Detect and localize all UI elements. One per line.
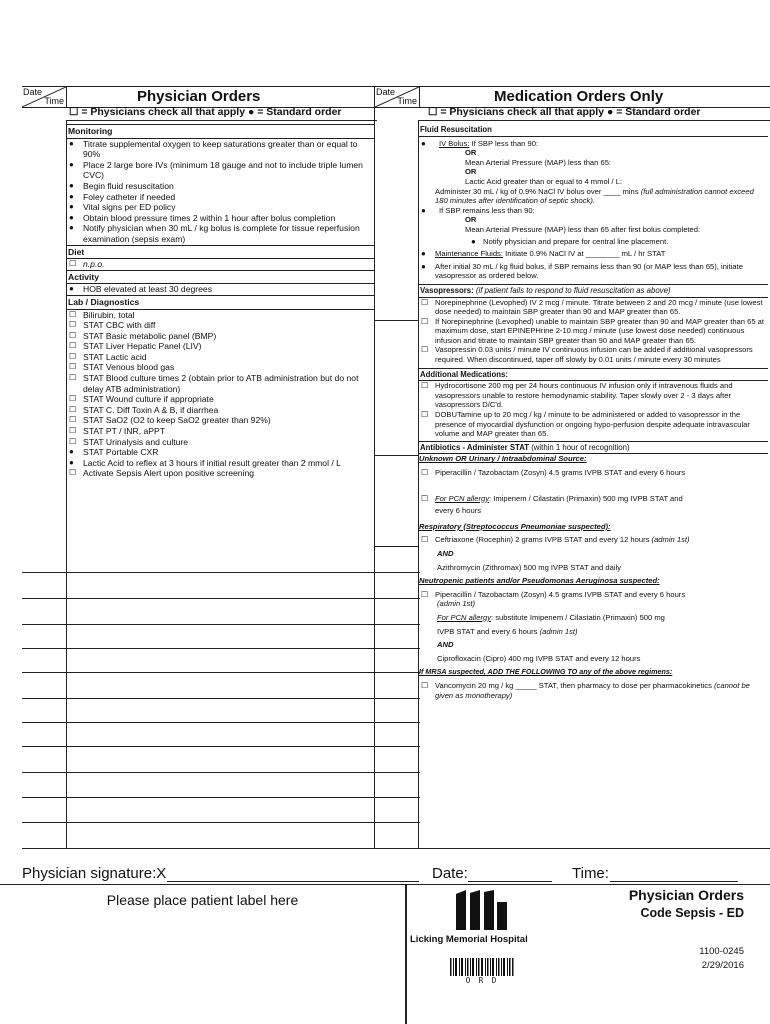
order-text: STAT Wound culture if appropriate bbox=[83, 394, 214, 405]
order-item[interactable] bbox=[419, 317, 768, 346]
right-subheader: ☐ = Physicians check all that apply ● = Standard order bbox=[418, 106, 770, 121]
order-item[interactable] bbox=[419, 535, 768, 545]
administer-line: Administer 30 mL / kg of 0.9% NaCl IV bolus over ____ mins bbox=[435, 186, 639, 196]
barcode-text: O R D bbox=[465, 976, 499, 985]
date-field[interactable] bbox=[468, 881, 552, 882]
order-item[interactable] bbox=[419, 381, 768, 410]
checkbox-icon[interactable]: ☐ bbox=[69, 341, 77, 351]
maintenance-order[interactable] bbox=[419, 249, 768, 259]
diet-heading: Diet bbox=[67, 245, 374, 260]
admin-first-note: (admin 1st) bbox=[539, 626, 578, 636]
vasopressors-title: Vasopressors: bbox=[420, 285, 474, 295]
blank-order-line[interactable] bbox=[22, 698, 420, 699]
blank-order-line[interactable] bbox=[22, 722, 420, 723]
checkbox-icon[interactable]: ☐ bbox=[69, 426, 77, 436]
checkbox-icon[interactable]: ☐ bbox=[421, 680, 429, 690]
order-item[interactable] bbox=[419, 468, 768, 478]
pcn-allergy-label: For PCN allergy bbox=[437, 612, 492, 622]
order-text: STAT Portable CXR bbox=[83, 447, 159, 458]
order-item[interactable] bbox=[67, 362, 374, 373]
left-header bbox=[22, 86, 374, 108]
left-subheader: ☐ = Physicians check all that apply ● = Standard order bbox=[66, 106, 377, 121]
form-number: 1100-0245 bbox=[699, 946, 744, 957]
admin-first-note: (admin 1st) bbox=[651, 535, 690, 545]
vasopressors-heading bbox=[419, 284, 768, 298]
order-text: Place 2 large bore IVs (minimum 18 gauge and not to include triple lumen CVC) bbox=[83, 159, 363, 181]
order-item[interactable] bbox=[67, 394, 374, 405]
right-entry-line[interactable] bbox=[374, 455, 418, 456]
order-item[interactable] bbox=[67, 415, 374, 426]
hospital-name: Licking Memorial Hospital bbox=[410, 934, 528, 945]
order-item[interactable] bbox=[419, 494, 768, 504]
order-text: Titrate supplemental oxygen to keep saturations greater than or equal to 90% bbox=[83, 138, 358, 160]
order-item[interactable] bbox=[67, 352, 374, 363]
standard-order-icon: ● bbox=[69, 447, 74, 457]
or-text: OR bbox=[465, 148, 477, 158]
order-item[interactable] bbox=[67, 405, 374, 416]
time-field[interactable] bbox=[610, 881, 738, 882]
date-label: Date bbox=[376, 87, 396, 97]
blank-order-line[interactable] bbox=[22, 746, 420, 747]
vasopressors-note: (if patient fails to respond to fluid resuscitation as above) bbox=[475, 285, 671, 295]
document-subtitle: Code Sepsis - ED bbox=[640, 906, 744, 920]
standard-order-icon: ● bbox=[421, 261, 426, 271]
administer-text bbox=[419, 187, 768, 206]
order-text: Begin fluid resuscitation bbox=[83, 180, 174, 191]
checkbox-icon[interactable]: ☐ bbox=[69, 309, 77, 319]
order-item[interactable] bbox=[67, 284, 374, 295]
standard-order-icon: ● bbox=[421, 138, 426, 148]
blank-order-line[interactable] bbox=[22, 572, 420, 573]
maintenance-label: Maintenance Fluids: bbox=[435, 249, 503, 259]
checkbox-icon[interactable]: ☐ bbox=[69, 415, 77, 425]
checkbox-icon[interactable]: ☐ bbox=[421, 589, 429, 599]
order-item[interactable] bbox=[67, 160, 374, 181]
order-item[interactable] bbox=[67, 468, 374, 479]
standard-order-icon: ● bbox=[69, 159, 74, 169]
order-text: STAT Basic metabolic panel (BMP) bbox=[83, 330, 217, 341]
order-item[interactable] bbox=[67, 437, 374, 448]
order-text: STAT SaO2 (O2 to keep SaO2 greater than 92%) bbox=[83, 415, 271, 426]
order-item[interactable] bbox=[67, 202, 374, 213]
order-item[interactable] bbox=[67, 426, 374, 437]
signature-field[interactable] bbox=[167, 881, 419, 882]
checkbox-icon[interactable]: ☐ bbox=[69, 259, 77, 269]
respiratory-heading: Respiratory (Streptococcus Pneumoniae suspected): bbox=[419, 521, 611, 531]
page-title: Physician Orders bbox=[137, 88, 261, 105]
physician-orders-column bbox=[67, 124, 374, 479]
iv-bolus-order[interactable] bbox=[419, 139, 768, 149]
order-text: Piperacillin / Tazobactam (Zosyn) 4.5 grams IVPB STAT and every 6 hours bbox=[435, 589, 686, 599]
order-text: Lactic Acid to reflex at 3 hours if initial result greater than 2 mmol / L bbox=[83, 457, 341, 468]
checkbox-icon[interactable]: ☐ bbox=[421, 345, 429, 355]
blank-order-line[interactable] bbox=[22, 772, 420, 773]
footer-vertical-divider bbox=[405, 884, 407, 1024]
order-item[interactable] bbox=[67, 331, 374, 342]
standard-order-icon: ● bbox=[69, 284, 74, 294]
or-text: OR bbox=[465, 167, 477, 177]
order-item[interactable] bbox=[67, 192, 374, 203]
order-text: : substitute Imipenem / Cilastatin (Primaxin) 500 mg bbox=[491, 612, 665, 622]
antibiotics-heading bbox=[419, 441, 768, 455]
order-text: STAT CBC with diff bbox=[83, 320, 156, 331]
checkbox-icon[interactable]: ☐ bbox=[69, 362, 77, 372]
mrsa-heading: If MRSA suspected, ADD THE FOLLOWING TO any of the above regimens: bbox=[419, 667, 673, 677]
order-text: Notify physician when 30 mL / kg bolus is complete for tissue reperfusion examination (sepsis exam) bbox=[83, 223, 360, 244]
fluid-heading: Fluid Resuscitation bbox=[419, 124, 768, 137]
order-text: Vital signs per ED policy bbox=[83, 202, 176, 213]
checkbox-icon[interactable]: ☐ bbox=[421, 535, 429, 545]
hospital-logo bbox=[452, 888, 510, 932]
checkbox-icon[interactable]: ☐ bbox=[69, 436, 77, 446]
order-text: DOBUTamine up to 20 mcg / kg / minute to be administered or added to vasopressor in the presence of myocardial dysfunction or ongoing hypo-perfusion despite adequate intravascular volume and MAP greater than 65. bbox=[435, 410, 750, 439]
order-text: STAT Blood culture times 2 (obtain prior to ATB administration but do not delay ATB administration) bbox=[83, 373, 359, 394]
order-item[interactable] bbox=[67, 259, 374, 270]
order-text: If Norepinephrine (Levophed) unable to maintain SBP greater than 90 and MAP greater than 65 at maximum dose, start EPINEPHrine 2-10 mcg / minute (use lowest dose needed) continuous infusion and titrate to maintain SBP greater than 90 and MAP greater than 65. bbox=[435, 316, 765, 345]
order-text: Piperacillin / Tazobactam (Zosyn) 4.5 grams IVPB STAT and every 6 hours bbox=[435, 468, 686, 477]
medication-orders-column bbox=[419, 124, 768, 700]
order-item[interactable] bbox=[67, 373, 374, 394]
blank-order-line[interactable] bbox=[22, 598, 420, 599]
time-label: Time bbox=[44, 96, 64, 106]
checkbox-icon[interactable]: ☐ bbox=[69, 330, 77, 340]
order-text: STAT Urinalysis and culture bbox=[83, 436, 189, 447]
right-entry-line[interactable] bbox=[374, 546, 418, 547]
blank-order-line[interactable] bbox=[22, 822, 420, 823]
order-text: STAT Venous blood gas bbox=[83, 362, 175, 373]
order-text: every 6 hours bbox=[435, 506, 482, 516]
checkbox-icon[interactable]: ☐ bbox=[421, 316, 429, 326]
map-text: Mean Arterial Pressure (MAP) less than 65: bbox=[465, 157, 612, 167]
blank-order-line[interactable] bbox=[22, 672, 420, 673]
checkbox-icon[interactable]: ☐ bbox=[421, 297, 429, 307]
order-text: Ceftriaxone (Rocephin) 2 grams IVPB STAT and every 12 hours bbox=[435, 535, 650, 545]
notify-text: Notify physician and prepare for central line placement. bbox=[483, 236, 669, 246]
notify-order[interactable] bbox=[469, 237, 768, 247]
form-date: 2/29/2016 bbox=[701, 960, 744, 971]
checkbox-icon[interactable]: ☐ bbox=[69, 351, 77, 361]
order-text: Bilirubin, total bbox=[83, 309, 135, 320]
antibiotics-note: (within 1 hour of recognition) bbox=[531, 442, 630, 452]
order-text: Ciprofloxacin (Cipro) 400 mg IVPB STAT and every 12 hours bbox=[437, 653, 641, 663]
activity-heading: Activity bbox=[67, 270, 374, 285]
order-text: Activate Sepsis Alert upon positive screening bbox=[83, 468, 255, 479]
sbp-order[interactable] bbox=[419, 206, 768, 216]
map-after-text: Mean Arterial Pressure (MAP) less than 65 after first bolus completed: bbox=[465, 224, 701, 234]
or-text: OR bbox=[465, 215, 477, 225]
monitoring-list bbox=[67, 139, 374, 245]
antibiotics-title: Antibiotics - Administer STAT bbox=[420, 442, 530, 452]
order-text: Obtain blood pressure times 2 within 1 hour after bolus completion bbox=[83, 212, 336, 223]
order-item[interactable] bbox=[67, 310, 374, 321]
unknown-source-heading: Unknown OR Urinary / Intraabdominal Source: bbox=[419, 454, 587, 464]
lab-list bbox=[67, 310, 374, 480]
order-item[interactable] bbox=[419, 681, 768, 700]
order-item[interactable] bbox=[419, 298, 768, 317]
order-item[interactable] bbox=[67, 447, 374, 458]
full-admin-note: (full administration cannot exceed 180 minutes after identification of septic shock). bbox=[435, 186, 754, 206]
after-text: After initial 30 mL / kg fluid bolus, if SBP remains less than 90 (or MAP less than 65), initiate vasopressor as ordered below. bbox=[435, 261, 743, 281]
right-header bbox=[374, 86, 770, 108]
order-text: STAT Liver Hepatic Panel (LIV) bbox=[83, 341, 202, 352]
footer-divider bbox=[0, 884, 770, 885]
checkbox-icon[interactable]: ☐ bbox=[69, 468, 77, 478]
standard-order-icon: ● bbox=[69, 223, 74, 233]
checkbox-icon[interactable]: ☐ bbox=[69, 320, 77, 330]
monitoring-heading: Monitoring bbox=[67, 124, 374, 139]
order-text: Norepinephrine (Levophed) IV 2 mcg / minute. Titrate between 2 and 20 mcg / minute (use lowest dose needed) to maintain SBP greater than 90 and MAP greater than 65. bbox=[435, 297, 763, 317]
admin-first-note: (admin 1st) bbox=[437, 599, 475, 609]
sbp-text: If SBP remains less than 90: bbox=[439, 205, 535, 215]
checkbox-icon[interactable]: ☐ bbox=[69, 404, 77, 414]
order-text: STAT PT / INR, aPPT bbox=[83, 426, 165, 437]
order-text: n.p.o. bbox=[83, 259, 105, 270]
lab-heading: Lab / Diagnostics bbox=[67, 295, 374, 310]
order-item[interactable] bbox=[67, 458, 374, 469]
standard-order-icon: ● bbox=[421, 205, 426, 215]
order-item[interactable] bbox=[67, 223, 374, 244]
document-title: Physician Orders bbox=[628, 887, 744, 903]
blank-order-line[interactable] bbox=[22, 848, 420, 849]
order-text: STAT C. Diff Toxin A & B, if diarrhea bbox=[83, 404, 219, 415]
and-text: AND bbox=[437, 640, 454, 650]
neutropenic-heading: Neutropenic patients and/or Pseudomonas Aeruginosa suspected: bbox=[419, 576, 660, 586]
order-text: Hydrocortisone 200 mg per 24 hours continuous IV infusion only if intravenous fluids and vasopressors unable to restore hemodynamic stability. Taper slowly over 2 - 3 days after vasopressors D/C'd. bbox=[435, 381, 733, 410]
blank-order-line[interactable] bbox=[22, 797, 420, 798]
patient-label-area: Please place patient label here bbox=[106, 892, 299, 908]
order-item[interactable] bbox=[419, 410, 768, 439]
date-label: Date: bbox=[432, 865, 468, 882]
signature-label: Physician signature:X bbox=[22, 865, 167, 882]
checkbox-icon[interactable]: ☐ bbox=[421, 410, 429, 420]
checkbox-icon[interactable]: ☐ bbox=[421, 493, 429, 503]
blank-order-line[interactable] bbox=[22, 624, 420, 625]
order-text: Foley catheter if needed bbox=[83, 191, 176, 202]
monotherapy-note: (cannot be given as monotherapy) bbox=[435, 680, 750, 700]
time-label: Time: bbox=[572, 865, 609, 882]
order-item[interactable] bbox=[419, 345, 768, 364]
order-text: IVPB STAT and every 6 hours bbox=[437, 626, 538, 636]
barcode-icon bbox=[450, 958, 514, 976]
standard-order-icon: ● bbox=[69, 457, 74, 467]
order-item[interactable] bbox=[67, 213, 374, 224]
order-text: Vancomycin 20 mg / kg _____ STAT, then pharmacy to dose per pharmacokinetics bbox=[435, 680, 712, 690]
checkbox-icon[interactable]: ☐ bbox=[421, 381, 429, 391]
order-item[interactable] bbox=[67, 139, 374, 160]
date-label: Date bbox=[23, 87, 43, 97]
checkbox-icon[interactable]: ☐ bbox=[421, 468, 429, 477]
order-text: Azithromycin (Zithromax) 500 mg IVPB STAT and daily bbox=[437, 562, 621, 572]
order-text: : Imipenem / Cilastatin (Primaxin) 500 mg IVPB STAT and bbox=[489, 493, 683, 503]
pcn-allergy-label: For PCN allergy bbox=[435, 493, 490, 503]
order-text: Vasopressin 0.03 units / minute IV continuous infusion can be added if additional vasopressors required. When discontinued, taper off slowly by 0.01 units / minute every 30 minutes bbox=[435, 345, 753, 365]
right-entry-line[interactable] bbox=[374, 320, 418, 321]
time-label: Time bbox=[397, 96, 417, 106]
standard-order-icon: ● bbox=[471, 236, 476, 246]
center-divider bbox=[374, 86, 375, 848]
after-bolus-order[interactable] bbox=[419, 262, 768, 281]
order-item[interactable] bbox=[67, 181, 374, 192]
bolus-text: If SBP less than 90: bbox=[469, 138, 539, 148]
lactic-text: Lactic Acid greater than or equal to 4 mmol / L: bbox=[465, 176, 623, 186]
checkbox-icon[interactable]: ☐ bbox=[69, 373, 77, 383]
standard-order-icon: ● bbox=[69, 191, 74, 201]
and-text: AND bbox=[437, 548, 454, 558]
order-text: STAT Lactic acid bbox=[83, 351, 147, 362]
standard-order-icon: ● bbox=[69, 202, 74, 212]
standard-order-icon: ● bbox=[69, 180, 74, 190]
standard-order-icon: ● bbox=[69, 138, 74, 148]
order-item[interactable] bbox=[67, 320, 374, 331]
order-item[interactable] bbox=[67, 341, 374, 352]
medication-orders-title: Medication Orders Only bbox=[494, 88, 664, 105]
maintenance-text: Initiate 0.9% NaCl IV at ________ mL / hr STAT bbox=[502, 249, 666, 259]
checkbox-icon[interactable]: ☐ bbox=[69, 394, 77, 404]
additional-meds-heading: Additional Medications: bbox=[419, 368, 768, 382]
date-time-cell bbox=[374, 87, 420, 107]
order-text: HOB elevated at least 30 degrees bbox=[83, 284, 212, 295]
order-item[interactable] bbox=[419, 590, 768, 600]
standard-order-icon: ● bbox=[69, 212, 74, 222]
right-bottom-line bbox=[374, 848, 770, 849]
date-time-cell bbox=[22, 87, 67, 107]
bolus-label: IV Bolus: bbox=[439, 138, 470, 148]
blank-order-line[interactable] bbox=[22, 648, 420, 649]
standard-order-icon: ● bbox=[421, 249, 426, 259]
